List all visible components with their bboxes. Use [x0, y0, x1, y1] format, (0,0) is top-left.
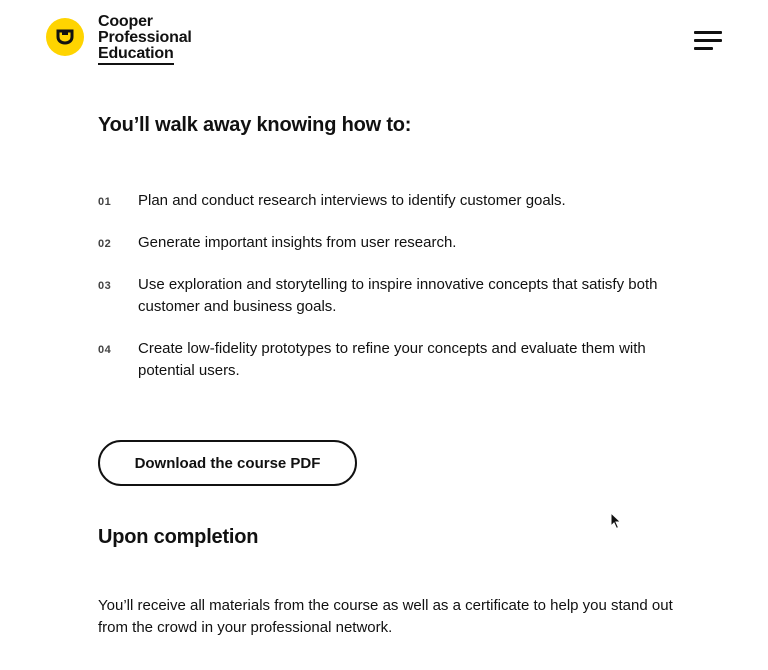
item-number: 03: [98, 280, 112, 292]
item-number: 04: [98, 344, 112, 356]
logo-text: [98, 14, 192, 65]
completion-heading: Upon completion: [98, 526, 259, 548]
item-text: Plan and conduct research interviews to identify customer goals.: [138, 192, 566, 209]
site-header: [0, 0, 768, 80]
logo-line-professional: Professional: [98, 29, 192, 46]
list-item: [98, 274, 678, 318]
item-text: Generate important insights from user research.: [138, 234, 457, 251]
item-text: Use exploration and storytelling to inspire innovative concepts that satisfy both customer and business goals.: [138, 276, 658, 315]
list-item: [98, 338, 678, 382]
download-pdf-button[interactable]: Download the course PDF: [98, 440, 357, 486]
menu-bar-middle: [694, 39, 722, 42]
list-item: [98, 190, 678, 212]
learn-heading: You’ll walk away knowing how to:: [98, 114, 412, 136]
logo-line-cooper: Cooper: [98, 13, 153, 30]
completion-text: You’ll receive all materials from the course as well as a certificate to help you stand out from the crowd in your professional network.: [98, 597, 673, 636]
item-number: 02: [98, 238, 112, 250]
learning-outcomes-list: [98, 190, 678, 402]
mouse-cursor-icon: [610, 512, 622, 530]
hamburger-menu-icon[interactable]: [694, 31, 724, 53]
logo-link[interactable]: [46, 14, 192, 65]
item-number: 01: [98, 196, 112, 208]
menu-bar-top: [694, 31, 722, 34]
cooper-logo-icon: [46, 18, 84, 56]
list-item: [98, 232, 678, 254]
logo-line-education: Education: [98, 46, 174, 65]
item-text: Create low-fidelity prototypes to refine your concepts and evaluate them with potential users.: [138, 340, 646, 379]
menu-bar-bottom: [694, 47, 713, 50]
